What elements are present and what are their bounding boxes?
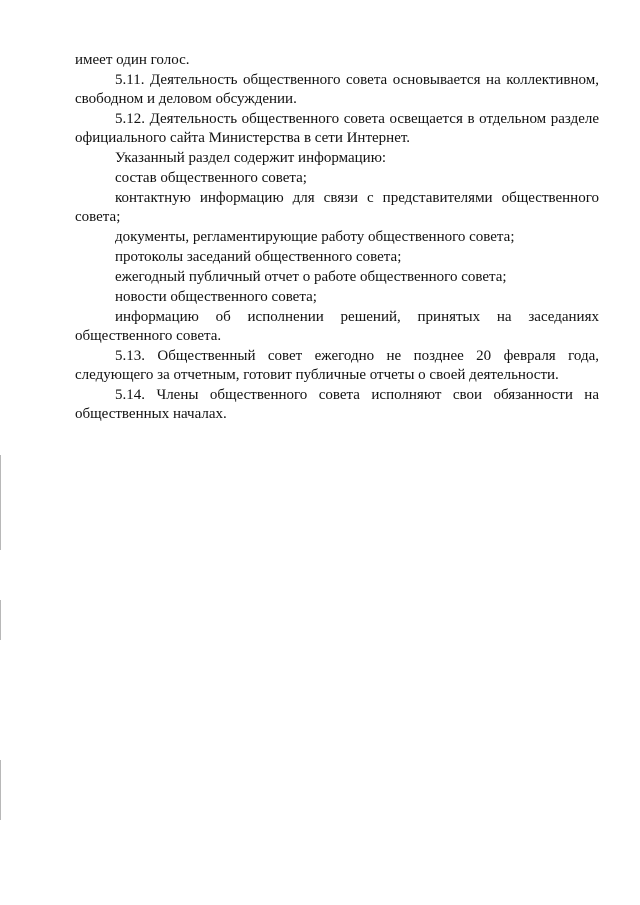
paragraph-5-12: 5.12. Деятельность общественного совета освещается в отдельном разделе официального сайта Министерства в сети Интернет. [75,111,599,146]
paragraph-section-info: Указанный раздел содержит информацию: [115,150,387,166]
paragraph-5-14: 5.14. Члены общественного совета исполняют свои обязанности на общественных началах. [75,387,599,422]
list-item-annual-report: ежегодный публичный отчет о работе общественного совета; [115,269,507,285]
paragraph-continuation: имеет один голос. [75,52,190,68]
list-item-contacts: контактную информацию для связи с представителями общественного совета; [75,190,599,225]
document-body [75,51,599,424]
list-item-protocols: протоколы заседаний общественного совета; [115,249,402,265]
list-item-news: новости общественного совета; [115,289,317,305]
paragraph-5-11: 5.11. Деятельность общественного совета основывается на коллективном, свободном и деловом обсуждении. [75,72,599,107]
paragraph-5-13: 5.13. Общественный совет ежегодно не позднее 20 февраля года, следующего за отчетным, готовит публичные отчеты о своей деятельности. [75,348,599,383]
scan-edge-mark [0,760,1,820]
scan-edge-mark [0,600,1,640]
scan-edge-mark [0,455,1,550]
list-item-documents: документы, регламентирующие работу общественного совета; [115,229,515,245]
list-item-composition: состав общественного совета; [115,170,307,186]
list-item-decisions: информацию об исполнении решений, принятых на заседаниях общественного совета. [75,309,599,344]
